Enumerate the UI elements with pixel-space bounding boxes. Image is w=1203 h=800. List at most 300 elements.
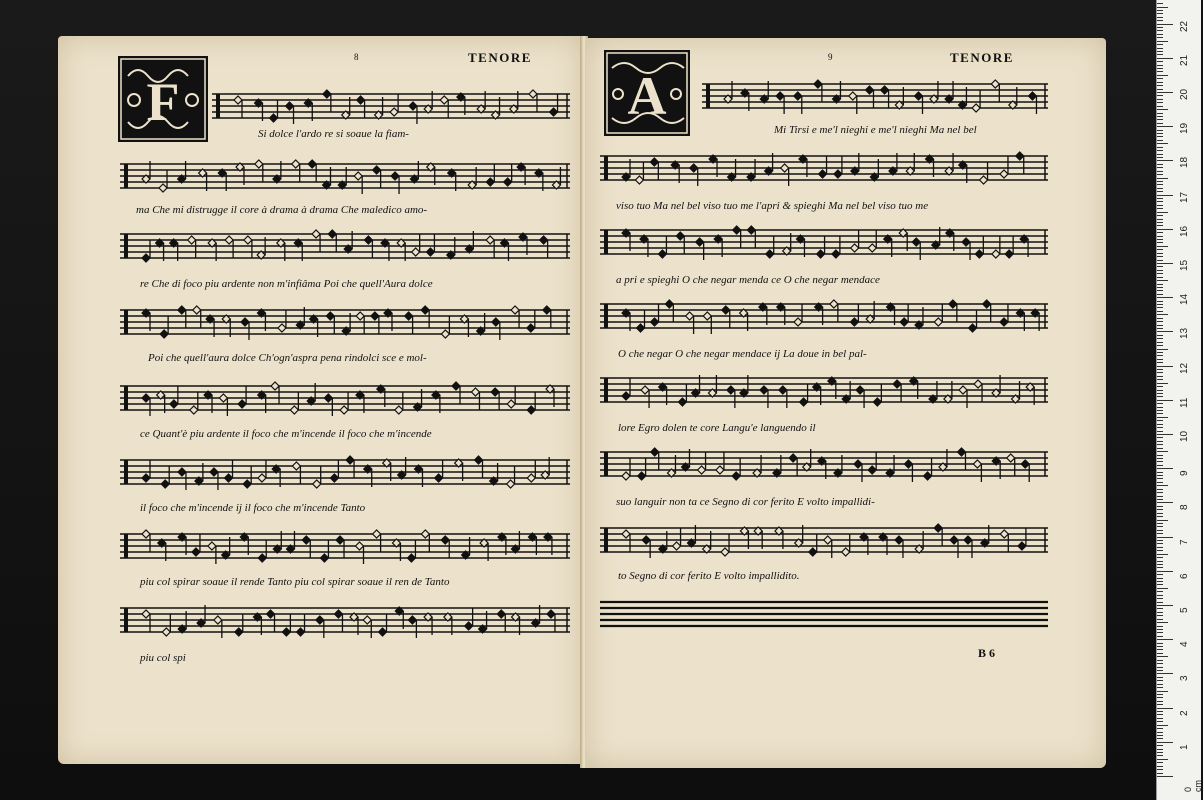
ruler-tick <box>1157 673 1173 674</box>
ruler-tick <box>1157 349 1168 350</box>
clef-mark <box>124 310 128 334</box>
ruler-tick <box>1157 424 1163 425</box>
ruler-tick <box>1157 567 1163 568</box>
ruler-tick <box>1157 369 1163 370</box>
ruler-tick <box>1157 612 1163 613</box>
left-staff-5 <box>120 378 570 418</box>
ruler-tick <box>1157 167 1163 168</box>
note-head <box>162 628 170 636</box>
ruler-tick <box>1157 164 1163 165</box>
note-head <box>225 236 233 244</box>
ruler-tick <box>1157 732 1163 733</box>
ruler-tick <box>1157 198 1163 199</box>
note-head <box>992 250 1000 258</box>
note-head <box>408 616 416 624</box>
note-head <box>142 610 150 618</box>
note-head <box>302 536 310 544</box>
ruler-tick <box>1157 372 1163 373</box>
note-head <box>543 306 551 314</box>
ruler-tick <box>1157 65 1163 66</box>
ruler-tick <box>1157 396 1163 397</box>
note-head <box>962 238 970 246</box>
right-lyric-7: to Segno di cor ferito E volto impallidito. <box>618 570 800 582</box>
note-head <box>507 400 515 408</box>
note-head <box>409 102 417 110</box>
ruler-tick <box>1157 331 1173 332</box>
ruler-tick <box>1157 663 1163 664</box>
note-head <box>817 250 825 258</box>
ruler-tick <box>1157 516 1163 517</box>
note-head <box>873 398 881 406</box>
note-head <box>983 300 991 308</box>
ruler-tick <box>1157 297 1173 298</box>
ruler-tick <box>1157 195 1173 196</box>
ruler-tick <box>1157 537 1173 538</box>
note-head <box>703 312 711 320</box>
note-head <box>690 164 698 172</box>
note-head <box>830 300 838 308</box>
note-head <box>475 456 483 464</box>
ruler-tick <box>1157 691 1168 692</box>
ruler-tick <box>1157 451 1168 452</box>
ruler-tick <box>1157 335 1163 336</box>
clef-mark <box>124 164 128 188</box>
ruler-tick <box>1157 742 1173 743</box>
ruler-number: 7 <box>1179 539 1190 545</box>
ruler-tick <box>1157 766 1163 767</box>
ruler-tick <box>1157 311 1163 312</box>
ruler-tick <box>1157 150 1163 151</box>
note-head <box>934 318 942 326</box>
note-head <box>851 244 859 252</box>
ruler-tick <box>1157 400 1173 401</box>
ruler-tick <box>1157 239 1163 240</box>
ruler-number: 18 <box>1179 157 1190 169</box>
ruler-tick <box>1157 160 1173 161</box>
ruler-tick <box>1157 598 1163 599</box>
note-head <box>421 306 429 314</box>
note-head <box>334 610 342 618</box>
ruler-tick <box>1157 321 1163 322</box>
right-page-header: TENORE <box>950 50 1014 65</box>
note-head <box>641 386 649 394</box>
ruler-tick <box>1157 30 1163 31</box>
ruler-tick <box>1157 140 1163 141</box>
ruler-tick <box>1157 540 1163 541</box>
ruler-tick <box>1157 591 1163 592</box>
note-head <box>142 394 150 402</box>
left-staff-2 <box>120 156 570 196</box>
note-head <box>486 178 494 186</box>
right-lyric-4: O che negar O che negar mendace ij La doue in bel pal- <box>618 348 867 360</box>
note-head <box>255 160 263 168</box>
note-head <box>698 466 706 474</box>
clef-mark <box>604 230 608 254</box>
ruler-tick <box>1157 615 1163 616</box>
note-head <box>651 448 659 456</box>
note-head <box>497 610 505 618</box>
note-head <box>435 474 443 482</box>
note-head <box>511 306 519 314</box>
ruler-tick <box>1157 256 1163 257</box>
ruler-tick <box>1157 273 1163 274</box>
note-head <box>292 462 300 470</box>
right-staff-7 <box>600 520 1048 560</box>
ruler-tick <box>1157 212 1168 213</box>
ruler-tick <box>1157 485 1168 486</box>
note-head <box>529 90 537 98</box>
note-head <box>850 318 858 326</box>
note-head <box>292 160 300 168</box>
note-head <box>356 312 364 320</box>
ruler-tick <box>1157 102 1163 103</box>
ruler-tick <box>1157 304 1163 305</box>
ruler-unit-label: 0 cm <box>1183 780 1203 792</box>
note-head <box>957 448 965 456</box>
ruler-tick <box>1157 482 1163 483</box>
left-page-header: TENORE <box>468 50 532 65</box>
ruler-tick <box>1157 266 1163 267</box>
note-head <box>355 542 363 550</box>
ruler-number: 19 <box>1179 123 1190 135</box>
clef-mark <box>124 460 128 484</box>
ruler-tick <box>1157 441 1163 442</box>
ruler-tick <box>1157 588 1168 589</box>
ruler-tick <box>1157 776 1173 777</box>
ruler-tick <box>1157 667 1163 668</box>
ruler-tick <box>1157 602 1163 603</box>
note-head <box>312 230 320 238</box>
ruler-tick <box>1157 646 1163 647</box>
ruler-tick <box>1157 571 1173 572</box>
ruler-tick <box>1157 17 1163 18</box>
ruler-tick <box>1157 390 1163 391</box>
ruler-tick <box>1157 489 1163 490</box>
note-head <box>373 166 381 174</box>
ruler-tick <box>1157 383 1168 384</box>
ruler-tick <box>1157 687 1163 688</box>
clef-mark <box>604 304 608 328</box>
ruler-tick <box>1157 355 1163 356</box>
note-head <box>371 312 379 320</box>
ruler-tick <box>1157 632 1163 633</box>
ruler-tick <box>1157 561 1163 562</box>
note-head <box>190 406 198 414</box>
note-head <box>794 318 802 326</box>
ruler-tick <box>1157 242 1163 243</box>
ruler-tick <box>1157 714 1163 715</box>
note-head <box>286 102 294 110</box>
staff-lines <box>212 86 570 126</box>
note-head <box>904 460 912 468</box>
note-head <box>336 536 344 544</box>
note-head <box>865 86 873 94</box>
left-folio-number: 8 <box>354 52 359 62</box>
left-decorated-initial <box>118 56 208 142</box>
ruler-tick <box>1157 639 1173 640</box>
ruler-tick <box>1157 3 1163 4</box>
note-head <box>142 474 150 482</box>
note-head <box>527 474 535 482</box>
ruler-tick <box>1157 660 1163 661</box>
note-head <box>214 616 222 624</box>
ruler-tick <box>1157 509 1163 510</box>
note-head <box>950 536 958 544</box>
ruler-tick <box>1157 205 1163 206</box>
note-head <box>949 300 957 308</box>
ruler-tick <box>1157 154 1163 155</box>
right-lyric-2: viso tuo Ma nel bel viso tuo me l'apri & spieghi Ma nel bel viso tuo me <box>616 200 929 212</box>
note-head <box>727 386 735 394</box>
ruler-tick <box>1157 71 1163 72</box>
ruler-number: 13 <box>1179 328 1190 340</box>
ruler-tick <box>1157 253 1163 254</box>
note-head <box>267 610 275 618</box>
note-head <box>271 382 279 390</box>
ruler-tick <box>1157 359 1163 360</box>
ruler-tick <box>1157 526 1163 527</box>
clef-mark <box>124 534 128 558</box>
ruler-number: 4 <box>1179 641 1190 648</box>
left-staff-7 <box>120 526 570 566</box>
ruler-tick <box>1157 407 1163 408</box>
ruler-tick <box>1157 738 1163 739</box>
ruler-tick <box>1157 581 1163 582</box>
note-head <box>159 184 167 192</box>
ruler-number: 2 <box>1179 710 1190 716</box>
ruler-tick <box>1157 728 1163 729</box>
ruler-tick <box>1157 578 1163 579</box>
ruler-tick <box>1157 386 1163 387</box>
note-head <box>781 164 789 172</box>
ruler-tick <box>1157 236 1163 237</box>
ruler-tick <box>1157 530 1163 531</box>
ruler-tick <box>1157 75 1168 76</box>
note-head <box>225 474 233 482</box>
ruler-tick <box>1157 95 1163 96</box>
ruler-number: 17 <box>1179 191 1190 203</box>
note-head <box>357 96 365 104</box>
ruler-tick <box>1157 126 1173 127</box>
ruler-tick <box>1157 7 1168 8</box>
note-head <box>297 628 305 636</box>
ruler-tick <box>1157 557 1163 558</box>
note-head <box>721 548 729 556</box>
note-head <box>800 398 808 406</box>
note-head <box>650 158 658 166</box>
right-staff-3 <box>600 222 1048 262</box>
note-head <box>789 454 797 462</box>
ruler-tick <box>1157 48 1163 49</box>
note-head <box>766 250 774 258</box>
ruler-tick <box>1157 653 1163 654</box>
ruler-tick <box>1157 232 1163 233</box>
ruler-number: 6 <box>1179 573 1190 579</box>
note-head <box>323 90 331 98</box>
ruler-tick <box>1157 605 1173 606</box>
clef-mark <box>604 378 608 402</box>
note-head <box>308 160 316 168</box>
note-head <box>527 324 535 332</box>
ruler-tick <box>1157 277 1163 278</box>
ruler-tick <box>1157 147 1163 148</box>
note-head <box>779 386 787 394</box>
right-lyric-5: lore Egro dolen te core Langu'e languendo il <box>618 422 816 434</box>
ruler-tick <box>1157 455 1163 456</box>
ruler-tick <box>1157 119 1163 120</box>
note-head <box>1018 542 1026 550</box>
initial-letter-a: A <box>627 66 667 126</box>
note-head <box>658 250 666 258</box>
note-head <box>776 92 784 100</box>
note-head <box>235 628 243 636</box>
note-head <box>313 480 321 488</box>
left-staff-1 <box>212 86 570 126</box>
left-lyric-7: piu col spirar soaue il rende Tanto piu col spirar soaue il ren de Tanto <box>140 576 450 588</box>
note-head <box>747 226 755 234</box>
right-staff-2 <box>600 148 1048 188</box>
note-head <box>441 536 449 544</box>
note-head <box>849 92 857 100</box>
ruler-number: 15 <box>1179 259 1190 271</box>
left-lyric-3: re Che di foco piu ardente non m'infiâma Poi che quell'Aura dolce <box>140 278 433 290</box>
note-head <box>161 480 169 488</box>
ruler-tick <box>1157 338 1163 339</box>
right-staff-5 <box>600 370 1048 410</box>
ruler-tick <box>1157 393 1163 394</box>
ruler-tick <box>1157 109 1168 110</box>
note-head <box>440 96 448 104</box>
note-head <box>1000 530 1008 538</box>
note-head <box>651 318 659 326</box>
note-head <box>975 250 983 258</box>
note-head <box>912 238 920 246</box>
ruler-tick <box>1157 106 1163 107</box>
ruler-tick <box>1157 51 1163 52</box>
ruler-tick <box>1157 478 1163 479</box>
ruler-tick <box>1157 379 1163 380</box>
ruler-tick <box>1157 225 1163 226</box>
clef-mark <box>604 452 608 476</box>
ruler-tick <box>1157 492 1163 493</box>
ruler-tick <box>1157 468 1173 469</box>
note-head <box>893 380 901 388</box>
ruler-tick <box>1157 520 1168 521</box>
ruler-tick <box>1157 749 1163 750</box>
ruler-tick <box>1157 270 1163 271</box>
ruler-tick <box>1157 543 1163 544</box>
note-head <box>258 474 266 482</box>
ruler-tick <box>1157 260 1163 261</box>
ruler-tick <box>1157 629 1163 630</box>
ruler-tick <box>1157 201 1163 202</box>
note-head <box>716 466 724 474</box>
left-staff-4 <box>120 302 570 342</box>
note-head <box>934 524 942 532</box>
clef-mark <box>706 84 710 108</box>
ruler-tick <box>1157 465 1163 466</box>
ruler-tick <box>1157 143 1168 144</box>
note-head <box>354 172 362 180</box>
ruler-tick <box>1157 759 1168 760</box>
note-head <box>1000 318 1008 326</box>
ruler-tick <box>1157 318 1163 319</box>
note-head <box>969 324 977 332</box>
ruler-tick <box>1157 78 1163 79</box>
ruler-tick <box>1157 13 1163 14</box>
note-head <box>676 232 684 240</box>
note-head <box>219 394 227 402</box>
ruler-tick <box>1157 619 1163 620</box>
ruler-tick <box>1157 58 1173 59</box>
left-lyric-4: Poi che quell'aura dolce Ch'ogn'aspra pena rindolci sce e mol- <box>148 352 427 364</box>
ruler-tick <box>1157 745 1163 746</box>
ruler-number: 14 <box>1179 294 1190 306</box>
note-head <box>1021 460 1029 468</box>
right-staff-1 <box>702 76 1048 116</box>
note-head <box>390 108 398 116</box>
ruler-tick <box>1157 496 1163 497</box>
ruler-tick <box>1157 314 1168 315</box>
ruler-tick <box>1157 294 1163 295</box>
note-head <box>973 460 981 468</box>
note-head <box>243 480 251 488</box>
ruler-tick <box>1157 701 1163 702</box>
note-head <box>980 176 988 184</box>
ruler-tick <box>1157 222 1163 223</box>
ruler-tick <box>1157 554 1168 555</box>
ruler-tick <box>1157 725 1168 726</box>
note-head <box>732 472 740 480</box>
ruler-tick <box>1157 533 1163 534</box>
note-head <box>426 248 434 256</box>
ruler-tick <box>1157 116 1163 117</box>
ruler-tick <box>1157 181 1163 182</box>
ruler-tick <box>1157 694 1163 695</box>
note-head <box>391 172 399 180</box>
ruler-number: 8 <box>1179 504 1190 511</box>
left-lyric-5: ce Quant'è piu ardente il foco che m'incende il foco che m'incende <box>140 428 432 440</box>
note-head <box>491 388 499 396</box>
left-staff-3 <box>120 226 570 266</box>
right-staff-empty <box>600 594 1048 634</box>
ruler-tick <box>1157 584 1163 585</box>
ruler-tick <box>1157 68 1163 69</box>
ruler-number: 5 <box>1179 607 1190 613</box>
note-head <box>868 244 876 252</box>
note-head <box>282 628 290 636</box>
note-head <box>364 236 372 244</box>
ruler-tick <box>1157 427 1163 428</box>
note-head <box>540 236 548 244</box>
ruler-tick <box>1157 44 1163 45</box>
ruler-tick <box>1157 342 1163 343</box>
note-head <box>328 230 336 238</box>
left-lyric-6: il foco che m'incende ij il foco che m'incende Tanto <box>140 502 366 514</box>
note-head <box>170 400 178 408</box>
note-head <box>142 254 150 262</box>
note-head <box>637 324 645 332</box>
note-head <box>673 542 681 550</box>
note-head <box>842 548 850 556</box>
ruler-tick <box>1157 133 1163 134</box>
note-head <box>854 460 862 468</box>
ruler-number: 21 <box>1179 54 1190 66</box>
ruler-tick <box>1157 762 1163 763</box>
note-head <box>208 542 216 550</box>
ruler-tick <box>1157 410 1163 411</box>
note-head <box>441 330 449 338</box>
